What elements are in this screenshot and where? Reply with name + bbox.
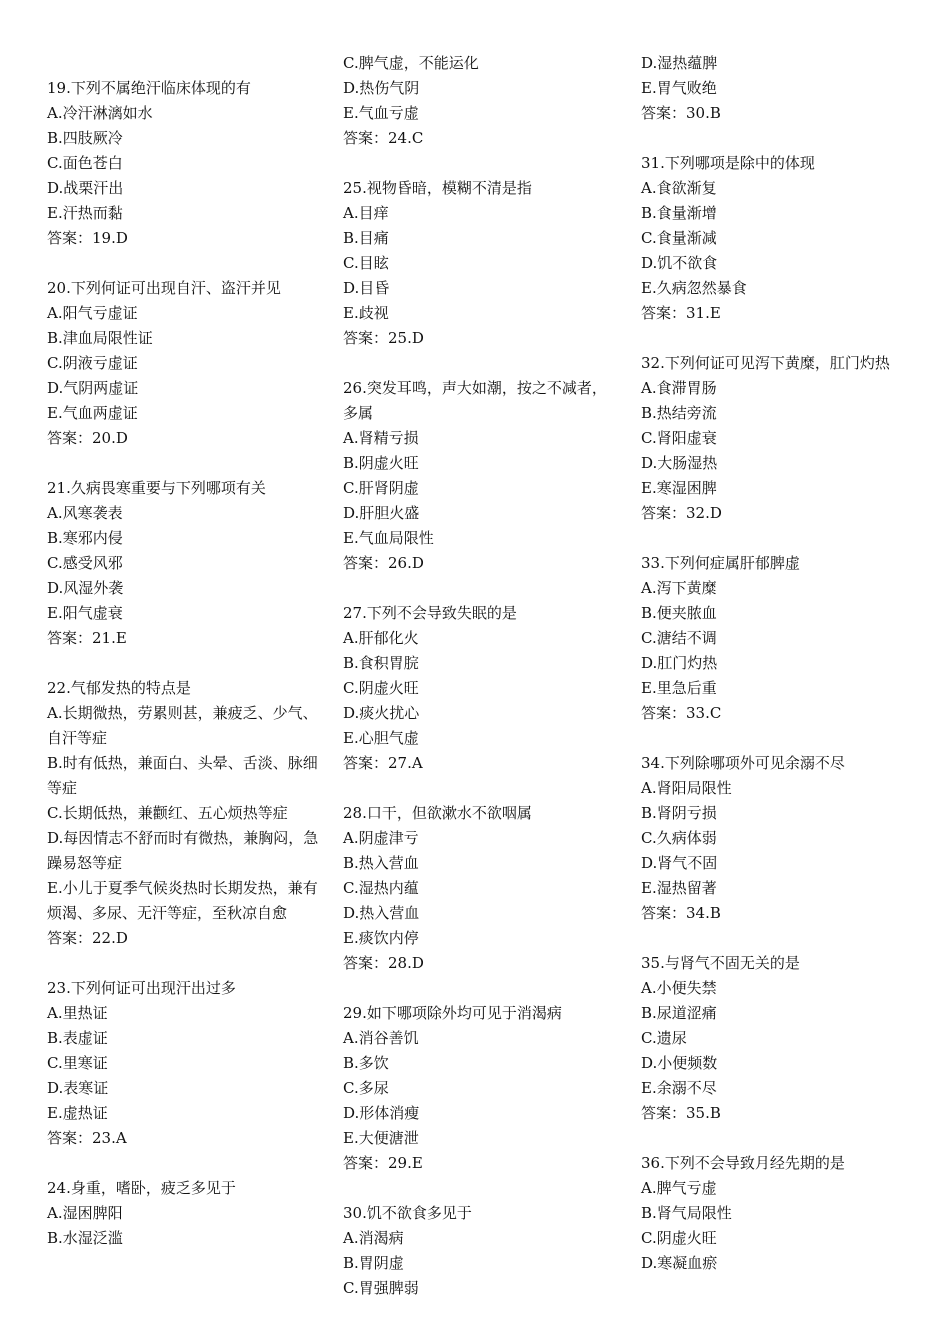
answer-key: 答案：33.C [641,704,722,722]
answer-option: C.遗尿 [641,1029,687,1047]
question-stem: 20.下列何证可出现自汗、盗汗并见 [47,279,281,297]
question-column-1 [47,0,325,1251]
answer-option: E.久病忽然暴食 [641,279,747,297]
answer-option: B.热入营血 [343,854,419,872]
question-stem: 21.久病畏寒重要与下列哪项有关 [47,479,266,497]
answer-option: B.多饮 [343,1054,389,1072]
answer-option: C.溏结不调 [641,629,717,647]
question-block [641,51,919,126]
answer-option: C.感受风邪 [47,554,123,572]
question-block [641,551,919,726]
question-block [641,151,919,326]
answer-option: D.热入营血 [343,904,420,922]
answer-option: E.汗热而黏 [47,204,123,222]
question-stem: 25.视物昏暗，模糊不清是指 [343,179,532,197]
answer-option: B.目痛 [343,229,389,247]
answer-option: C.湿热内蕴 [343,879,419,897]
answer-key: 答案：24.C [343,129,424,147]
answer-key: 答案：19.D [47,229,128,247]
answer-option: D.肝胆火盛 [343,504,420,522]
answer-option: A.食滞胃肠 [641,379,717,397]
answer-option: E.心胆气虚 [343,729,419,747]
question-block [641,351,919,526]
answer-option: A.长期微热，劳累则甚，兼疲乏、少气、自汗等症 [47,704,318,747]
answer-option: A.肾阳局限性 [641,779,732,797]
answer-key: 答案：32.D [641,504,722,522]
answer-option: D.大肠湿热 [641,454,718,472]
question-stem: 36.下列不会导致月经先期的是 [641,1154,845,1172]
answer-option: B.肾阴亏损 [641,804,717,822]
answer-option: A.肾精亏损 [343,429,419,447]
answer-option: D.表寒证 [47,1079,109,1097]
answer-option: C.长期低热，兼颧红、五心烦热等症 [47,804,288,822]
answer-option: C.食量渐减 [641,229,717,247]
answer-option: E.大便溏泄 [343,1129,419,1147]
question-block [641,1151,919,1276]
answer-option: B.时有低热，兼面白、头晕、舌淡、脉细等症 [47,754,318,797]
answer-option: B.食量渐增 [641,204,717,222]
answer-option: C.面色苍白 [47,154,123,172]
question-stem: 29.如下哪项除外均可见于消渴病 [343,1004,562,1022]
answer-option: A.冷汗淋漓如水 [47,104,153,122]
question-column-3 [641,0,919,1276]
question-stem: 35.与肾气不固无关的是 [641,954,800,972]
answer-option: B.尿道涩痛 [641,1004,717,1022]
answer-option: A.阴虚津亏 [343,829,419,847]
question-block [47,976,325,1151]
answer-option: C.目眩 [343,254,389,272]
question-stem: 27.下列不会导致失眠的是 [343,604,517,622]
answer-option: A.里热证 [47,1004,108,1022]
question-stem: 34.下列除哪项外可见余溺不尽 [641,754,845,772]
question-stem: 28.口干，但欲漱水不欲咽属 [343,804,532,822]
question-block [343,176,621,351]
answer-option: D.痰火扰心 [343,704,420,722]
answer-key: 答案：20.D [47,429,128,447]
question-block [343,376,621,576]
question-stem: 24.身重，嗜卧，疲乏多见于 [47,1179,236,1197]
answer-option: E.气血两虚证 [47,404,138,422]
question-block [343,1001,621,1176]
answer-option: C.阴虚火旺 [641,1229,717,1247]
answer-option: E.余溺不尽 [641,1079,717,1097]
answer-key: 答案：34.B [641,904,721,922]
answer-option: B.便夹脓血 [641,604,717,622]
answer-option: D.热伤气阴 [343,79,420,97]
answer-option: E.气血局限性 [343,529,434,547]
question-stem: 33.下列何症属肝郁脾虚 [641,554,800,572]
question-block [343,801,621,976]
question-block [47,276,325,451]
answer-option: E.里急后重 [641,679,717,697]
answer-option: D.战栗汗出 [47,179,124,197]
question-stem: 22.气郁发热的特点是 [47,679,191,697]
answer-option: A.湿困脾阳 [47,1204,123,1222]
question-block [343,601,621,776]
answer-key: 答案：25.D [343,329,424,347]
answer-key: 答案：26.D [343,554,424,572]
answer-option: B.食积胃脘 [343,654,419,672]
answer-option: A.脾气亏虚 [641,1179,717,1197]
answer-option: B.热结旁流 [641,404,717,422]
answer-option: C.里寒证 [47,1054,108,1072]
question-stem: 30.饥不欲食多见于 [343,1204,472,1222]
question-block [47,676,325,951]
answer-option: B.表虚证 [47,1029,108,1047]
answer-option: A.阳气亏虚证 [47,304,138,322]
answer-option: B.肾气局限性 [641,1204,732,1222]
answer-option: C.多尿 [343,1079,389,1097]
answer-option: D.风湿外袭 [47,579,124,597]
question-block [47,1176,325,1251]
answer-option: C.阴虚火旺 [343,679,419,697]
answer-option: B.胃阴虚 [343,1254,404,1272]
answer-option: E.寒湿困脾 [641,479,717,497]
answer-option: A.风寒袭表 [47,504,123,522]
answer-option: C.脾气虚，不能运化 [343,54,479,72]
question-stem: 26.突发耳鸣，声大如潮，按之不减者，多属 [343,379,607,422]
answer-key: 答案：31.E [641,304,721,322]
answer-option: E.痰饮内停 [343,929,419,947]
question-block [47,76,325,251]
question-block [641,951,919,1126]
answer-key: 答案：30.B [641,104,721,122]
answer-option: D.小便频数 [641,1054,718,1072]
answer-option: D.饥不欲食 [641,254,718,272]
answer-option: E.气血亏虚 [343,104,419,122]
answer-option: D.肾气不固 [641,854,718,872]
answer-option: C.久病体弱 [641,829,717,847]
answer-option: E.虚热证 [47,1104,108,1122]
answer-key: 答案：27.A [343,754,423,772]
answer-option: B.阴虚火旺 [343,454,419,472]
answer-option: C.肝肾阴虚 [343,479,419,497]
question-column-2 [343,0,621,1301]
answer-option: C.阴液亏虚证 [47,354,138,372]
answer-option: E.小儿于夏季气候炎热时长期发热，兼有烦渴、多尿、无汗等症，至秋凉自愈 [47,879,318,922]
answer-option: A.消谷善饥 [343,1029,419,1047]
answer-key: 答案：28.D [343,954,424,972]
answer-key: 答案：22.D [47,929,128,947]
question-block [343,51,621,151]
answer-key: 答案：23.A [47,1129,127,1147]
question-stem: 23.下列何证可出现汗出过多 [47,979,236,997]
answer-option: E.阳气虚衰 [47,604,123,622]
answer-option: D.气阴两虚证 [47,379,139,397]
question-stem: 31.下列哪项是除中的体现 [641,154,815,172]
answer-option: D.肛门灼热 [641,654,718,672]
answer-option: A.目痒 [343,204,389,222]
answer-option: E.胃气败绝 [641,79,717,97]
answer-option: A.肝郁化火 [343,629,419,647]
question-stem: 32.下列何证可见泻下黄糜，肛门灼热 [641,354,890,372]
answer-option: C.肾阳虚衰 [641,429,717,447]
answer-option: D.目昏 [343,279,390,297]
answer-option: B.寒邪内侵 [47,529,123,547]
answer-key: 答案：35.B [641,1104,721,1122]
question-block [47,476,325,651]
answer-option: D.每因情志不舒而时有微热，兼胸闷，急躁易怒等症 [47,829,319,872]
answer-option: B.四肢厥冷 [47,129,123,147]
answer-option: A.消渴病 [343,1229,404,1247]
question-stem: 19.下列不属绝汗临床体现的有 [47,79,251,97]
question-block [641,751,919,926]
answer-option: D.寒凝血瘀 [641,1254,718,1272]
question-block [343,1201,621,1301]
answer-option: E.歧视 [343,304,389,322]
answer-option: E.湿热留著 [641,879,717,897]
answer-option: B.水湿泛滥 [47,1229,123,1247]
answer-option: D.形体消瘦 [343,1104,420,1122]
answer-option: B.津血局限性证 [47,329,153,347]
answer-option: D.湿热蕴脾 [641,54,718,72]
answer-option: A.小便失禁 [641,979,717,997]
answer-key: 答案：29.E [343,1154,423,1172]
answer-key: 答案：21.E [47,629,127,647]
answer-option: A.食欲渐复 [641,179,717,197]
answer-option: A.泻下黄糜 [641,579,717,597]
answer-option: C.胃强脾弱 [343,1279,419,1297]
